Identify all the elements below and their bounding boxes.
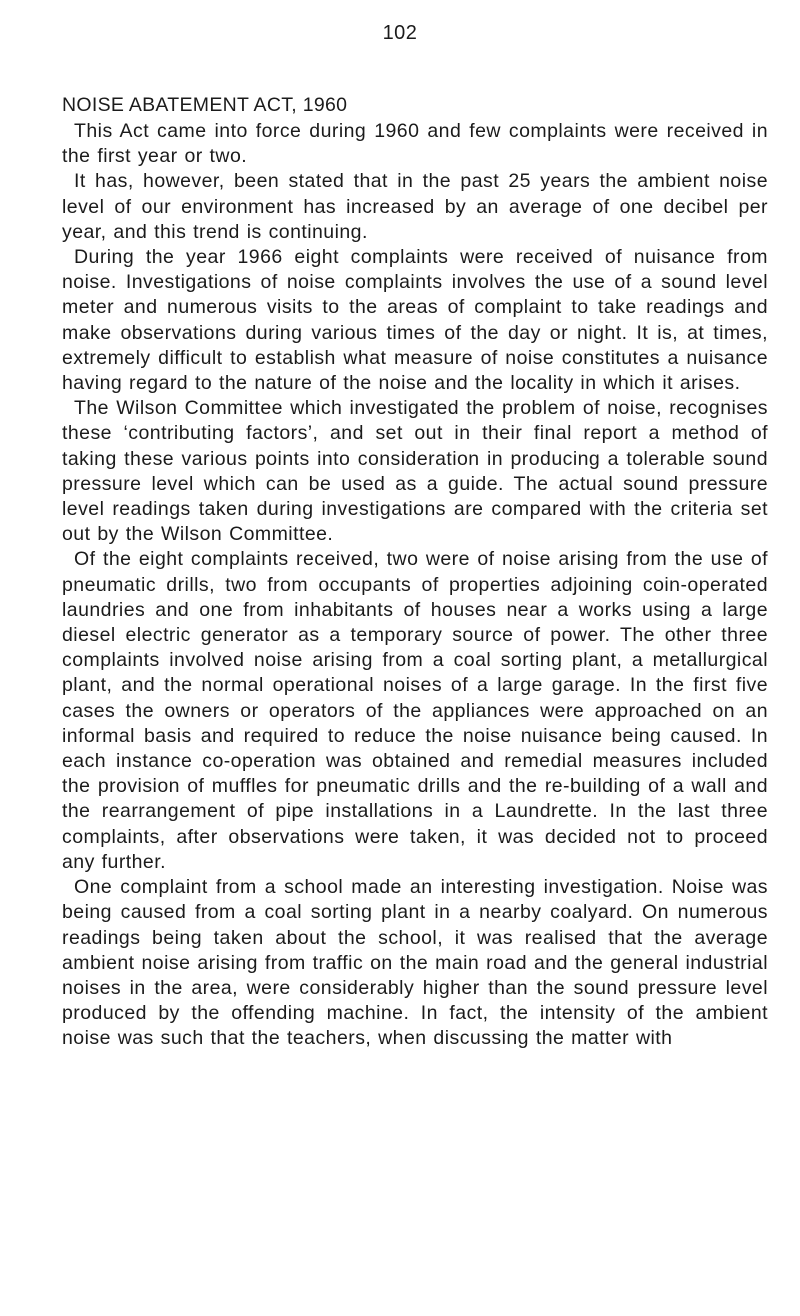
- paragraph-1: This Act came into force during 1960 and few complaints were received in the first year or two.: [62, 120, 768, 168]
- paragraph-6: One complaint from a school made an interesting investigation. Noise was being caused from a coal sorting plant in a nearby coalyard. On numerous readings being taken about the school, it was realised that the average ambient noise arising from traffic on the main road and the general industrial noises in the area, were considerably higher than the sound pressure level produced by the offending machine. In fact, the intensity of the ambient noise was such that the teachers, when discussing the matter with: [62, 876, 768, 1050]
- section-heading: NOISE ABATEMENT ACT, 1960: [62, 94, 348, 116]
- paragraph-2: It has, however, been stated that in the past 25 years the ambient noise level of our environment has increased by an average of one decibel per year, and this trend is continuing.: [62, 170, 768, 243]
- paragraph-5: Of the eight complaints received, two were of noise arising from the use of pneumatic drills, two from occupants of properties adjoining coin-operated laundries and one from inhabitants of houses near a works using a large diesel electric generator as a temporary source of power. The other three complaints involved noise arising from a coal sorting plant, a metallurgical plant, and the normal operational noises of a large garage. In the first five cases the owners or operators of the appliances were approached on an informal basis and required to reduce the noise nuisance being caused. In each instance co-operation was obtained and remedial measures included the provision of muffles for pneumatic drills and the re-building of a wall and the rearrangement of pipe installations in a Laundrette. In the last three complaints, after observations were taken, it was decided not to proceed any further.: [62, 548, 768, 873]
- paragraph-3: During the year 1966 eight complaints were received of nuisance from noise. Investigations of noise complaints involves the use of a sound level meter and numerous visits to the areas of complaint to take readings and make observations during various times of the day or night. It is, at times, extremely difficult to establish what measure of noise constitutes a nuisance having regard to the nature of the noise and the locality in which it arises.: [62, 246, 768, 395]
- document-body: [62, 92, 768, 1052]
- page-number: 102: [382, 22, 418, 44]
- paragraph-4: The Wilson Committee which investigated the problem of noise, recognises these ‘contributing factors’, and set out in their final report a method of taking these various points into consideration in producing a tolerable sound pressure level which can be used as a guide. The actual sound pressure level readings taken during investigations are compared with the criteria set out by the Wilson Committee.: [62, 397, 768, 546]
